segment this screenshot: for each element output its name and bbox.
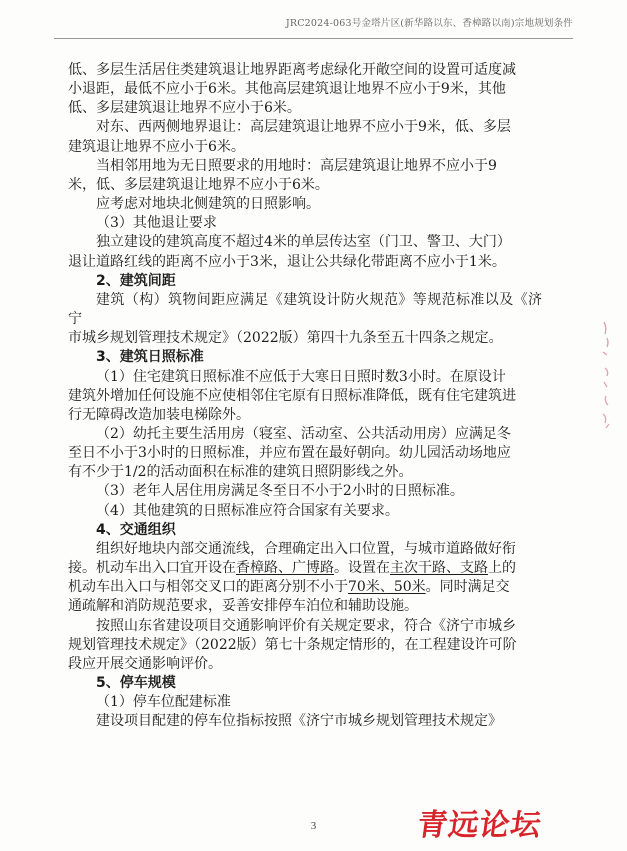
paragraph-line: 独立建设的建筑高度不超过4米的单层传达室（门卫、警卫、大门）: [96, 234, 511, 251]
underlined-road-types: 主次干路、支路: [390, 560, 488, 577]
paragraph-line: 当相邻用地为无日照要求的用地时：高层建筑退让地界不应小于9: [96, 157, 497, 174]
underlined-road-names: 香樟路、广博路: [236, 560, 334, 577]
header-divider: [54, 38, 573, 39]
underlined-distances: 70米、50米: [348, 579, 426, 596]
subsection-heading: （3）其他退让要求: [96, 215, 217, 232]
seal-edge-marks: [598, 318, 620, 438]
paragraph-line: 对东、西两侧地界退让：高层建筑退让地界不应小于9米，低、多层: [96, 119, 511, 136]
page-header: JRC2024-063号金塔片区(新华路以东、香樟路以南)宗地规划条件: [285, 18, 573, 29]
text-segment: 接。机动车出入口宜开设在: [68, 560, 236, 577]
section-heading: 2、建筑间距: [96, 272, 176, 289]
document-body: [68, 61, 542, 731]
section-heading: 5、停车规模: [96, 675, 176, 691]
paragraph-line: 应考虑对地块北侧建筑的日照影响。: [96, 196, 320, 213]
paragraph-line: 建筑（构）筑物间距应满足《建筑设计防火规范》等规范标准以及《济宁: [68, 291, 542, 328]
page-number: 3: [310, 820, 317, 832]
watermark-logo: 青远论坛: [415, 808, 544, 843]
paragraph-line: （4）其他建筑的日照标准应符合国家有关要求。: [96, 502, 399, 519]
paragraph-line: 低、多层建筑退让地界不应小于6米。: [68, 100, 301, 117]
paragraph-line: （3）老年人居住用房满足冬至日不小于2小时的日照标准。: [96, 483, 464, 500]
paragraph-line: 有不少于1/2的活动面积在标准的建筑日照阴影线之外。: [68, 464, 413, 481]
paragraph-line: 退让道路红线的距离不应小于3米，退让公共绿化带距离不应小于1米。: [68, 253, 506, 270]
paragraph-line: 市城乡规划管理技术规定》（2022版）第四十九条至五十四条之规定。: [68, 330, 503, 347]
paragraph-line: 小退距，最低不应小于6米。其他高层建筑退让地界不应小于9米，其他: [68, 81, 506, 98]
paragraph-line: （1）住宅建筑日照标准不应低于大寒日日照时数3小时。在原设计: [96, 368, 506, 385]
paragraph-line: 规划管理技术规定》（2022版）第七十条规定情形的，在工程建设许可阶: [68, 636, 517, 653]
paragraph-line: 至日不小于3小时的日照标准，并应布置在最好朝向。幼儿园活动场地应: [68, 445, 511, 462]
paragraph-line: （2）幼托主要生活用房（寝室、活动室、公共活动用房）应满足冬: [96, 425, 511, 442]
paragraph-line: 建设项目配建的停车位指标按照《济宁市城乡规划管理技术规定》: [96, 713, 502, 730]
paragraph-line: 建筑外增加任何设施不应使相邻住宅原有日照标准降低，既有住宅建筑进: [68, 387, 516, 404]
paragraph-line: 通疏解和消防规范要求，妥善安排停车泊位和辅助设施。: [68, 598, 418, 615]
paragraph-line: 低、多层生活居住类建筑退让地界距离考虑绿化开敞空间的设置可适度减: [68, 62, 516, 78]
paragraph-line: [68, 578, 542, 597]
paragraph-line: 行无障碍改造加装电梯除外。: [68, 406, 250, 423]
subsection-heading: （1）停车位配建标准: [96, 694, 231, 711]
paragraph-line: 组织好地块内部交通流线，合理确定出入口位置，与城市道路做好衔: [96, 540, 516, 557]
text-segment: 上的: [488, 560, 516, 577]
paragraph-line: 按照山东省建设项目交通影响评价有关规定要求，符合《济宁市城乡: [96, 617, 516, 634]
paragraph-line: 米，低、多层建筑退让地界不应小于6米。: [68, 176, 329, 193]
text-segment: 。同时满足交: [425, 579, 510, 596]
paragraph-line: 段应开展交通影响评价。: [68, 655, 222, 672]
paragraph-line: [68, 559, 542, 578]
text-segment: 。设置在: [334, 560, 390, 577]
section-heading: 3、建筑日照标准: [96, 349, 204, 366]
paragraph-line: 建筑退让地界不应小于6米。: [68, 138, 245, 155]
section-heading: 4、交通组织: [96, 521, 176, 538]
text-segment: 机动车出入口与相邻交叉口的距离分别不小于: [68, 579, 348, 596]
